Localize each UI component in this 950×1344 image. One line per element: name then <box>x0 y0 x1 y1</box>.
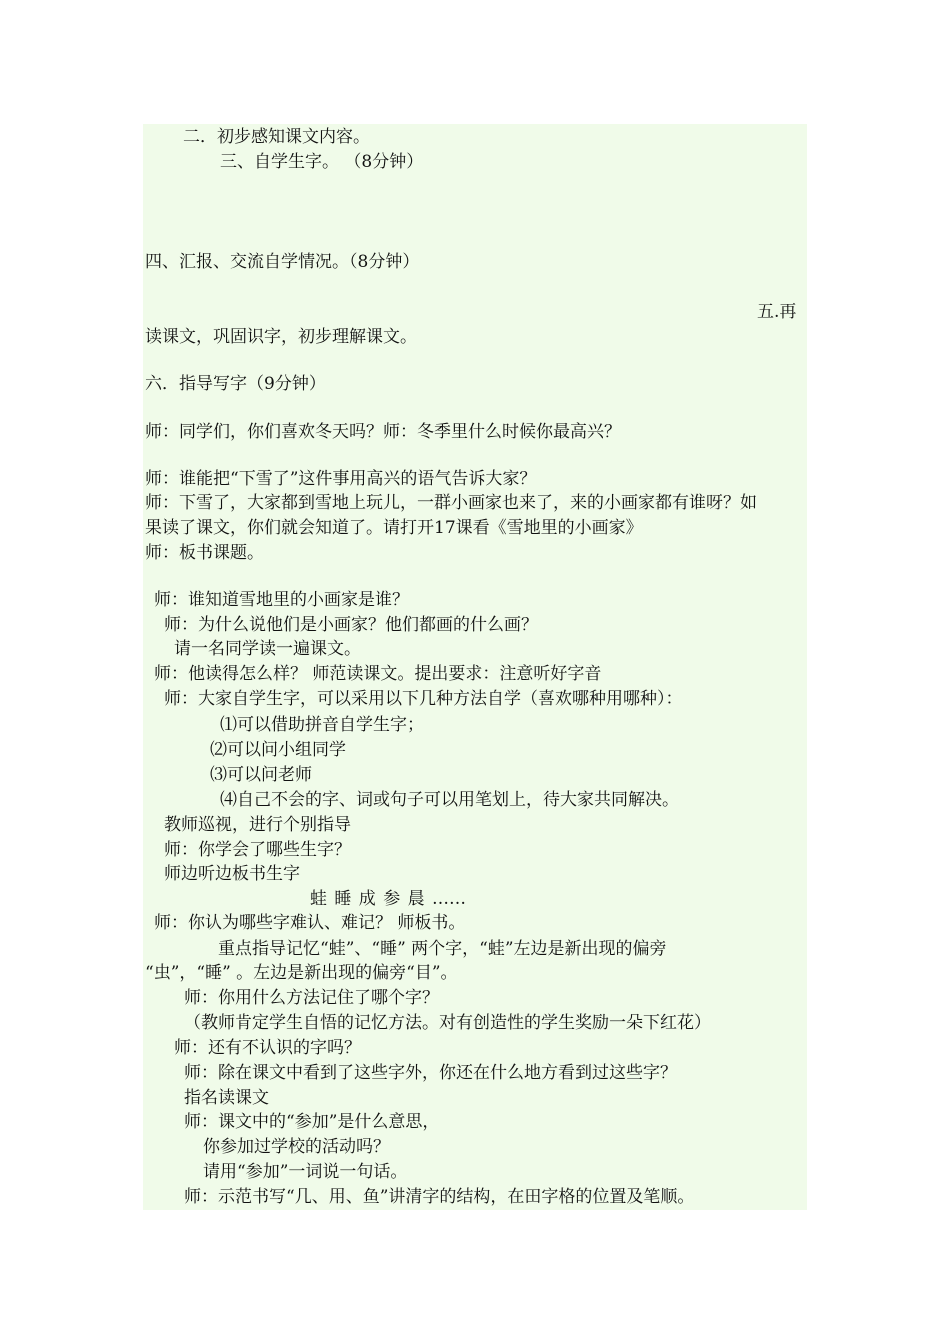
section-five-heading-start: 五.再 <box>757 302 797 322</box>
paragraph-line: 教师巡视，进行个别指导 <box>164 815 351 835</box>
paragraph-line: 师：你用什么方法记住了哪个字？ <box>184 988 439 1008</box>
section-four-heading: 四、汇报、交流自学情况。（8分钟） <box>145 252 420 272</box>
paragraph-line: 重点指导记忆“蛙”、“睡” 两个字，“蛙”左边是新出现的偏旁 <box>218 939 667 959</box>
paragraph-line: 你参加过学校的活动吗？ <box>203 1137 390 1157</box>
paragraph-line: 师：他读得怎么样？ 师范读课文。提出要求：注意听好字音 <box>154 664 602 684</box>
paragraph-line: 师：下雪了，大家都到雪地上玩儿，一群小画家也来了，来的小画家都有谁呀？如 <box>145 493 757 513</box>
section-two-heading: 二．初步感知课文内容。 <box>183 127 370 147</box>
method-item: ⑷自己不会的字、词或句子可以用笔划上，待大家共同解决。 <box>220 790 679 810</box>
paragraph-line: 师：谁能把“下雪了”这件事用高兴的语气告诉大家？ <box>145 469 537 489</box>
section-six-heading: 六．指导写字（9分钟） <box>145 374 326 394</box>
paragraph-line: 师：同学们，你们喜欢冬天吗？师：冬季里什么时候你最高兴？ <box>145 422 621 442</box>
paragraph-line: 请用“参加”一词说一句话。 <box>203 1162 408 1182</box>
method-item: ⑴可以借助拼音自学生字； <box>220 715 424 735</box>
method-item: ⑵可以问小组同学 <box>210 740 346 760</box>
method-item: ⑶可以问老师 <box>210 765 312 785</box>
paragraph-line: （教师肯定学生自悟的记忆方法。对有创造性的学生奖励一朵下红花） <box>184 1013 711 1033</box>
paragraph-line: 师：课文中的“参加”是什么意思， <box>184 1112 440 1132</box>
paragraph-line: 师边听边板书生字 <box>164 864 300 884</box>
paragraph-line: 师：示范书写“几、用、鱼”讲清字的结构，在田字格的位置及笔顺。 <box>184 1187 695 1207</box>
new-characters-list: 蛙 睡 成 参 晨 …… <box>310 889 467 909</box>
paragraph-line: 请一名同学读一遍课文。 <box>174 639 361 659</box>
paragraph-line: 师：你学会了哪些生字？ <box>164 840 351 860</box>
paragraph-line: “虫”，“睡” 。左边是新出现的偏旁“目”。 <box>145 963 458 983</box>
paragraph-line: 指名读课文 <box>184 1088 269 1108</box>
paragraph-line: 师：谁知道雪地里的小画家是谁？ <box>154 590 409 610</box>
paragraph-line: 师：还有不认识的字吗？ <box>174 1038 361 1058</box>
paragraph-line: 师：大家自学生字，可以采用以下几种方法自学（喜欢哪种用哪种）： <box>164 689 683 709</box>
paragraph-line: 师：除在课文中看到了这些字外，你还在什么地方看到过这些字？ <box>184 1063 677 1083</box>
paragraph-line: 师：你认为哪些字难认、难记？ 师板书。 <box>154 913 466 933</box>
section-five-heading-end: 读课文，巩固识字，初步理解课文。 <box>145 327 417 347</box>
paragraph-line: 果读了课文，你们就会知道了。请打开17课看《雪地里的小画家》 <box>145 518 643 538</box>
paragraph-line: 师：板书课题。 <box>145 543 264 563</box>
section-three-heading: 三、自学生字。 （8分钟） <box>220 152 424 172</box>
paragraph-line: 师：为什么说他们是小画家？他们都画的什么画？ <box>164 615 538 635</box>
